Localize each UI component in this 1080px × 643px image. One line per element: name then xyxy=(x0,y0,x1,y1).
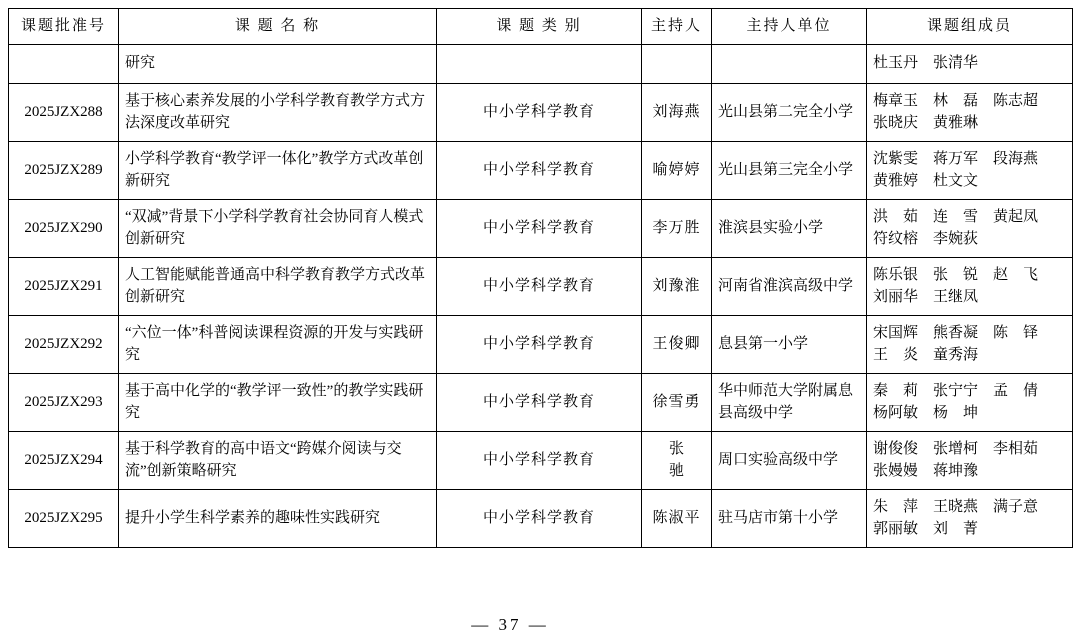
table-row xyxy=(9,141,1073,199)
cell-unit: 光山县第三完全小学 xyxy=(712,141,867,199)
cell-id: 2025JZX289 xyxy=(9,141,119,199)
cell-name: 提升小学生科学素养的趣味性实践研究 xyxy=(119,489,437,547)
table-body xyxy=(9,44,1073,547)
cell-unit: 河南省淮滨高级中学 xyxy=(712,257,867,315)
cell-id: 2025JZX288 xyxy=(9,83,119,141)
cell-members xyxy=(867,431,1073,489)
cell-unit: 华中师范大学附属息县高级中学 xyxy=(712,373,867,431)
cell-host: 王俊卿 xyxy=(642,315,712,373)
table-row xyxy=(9,257,1073,315)
cell-unit xyxy=(712,44,867,83)
column-header-id: 课题批准号 xyxy=(9,9,119,45)
member-line: 刘丽华 王继凤 xyxy=(873,289,979,305)
member-line: 梅章玉 林 磊 陈志超 xyxy=(873,92,1039,109)
cell-members xyxy=(867,257,1073,315)
cell-host: 陈淑平 xyxy=(642,489,712,547)
member-line: 秦 莉 张宁宁 孟 倩 xyxy=(873,382,1039,399)
cell-host: 刘豫淮 xyxy=(642,257,712,315)
cell-host: 张 驰 xyxy=(642,431,712,489)
page-footer xyxy=(0,615,1080,635)
member-line: 杜玉丹 张清华 xyxy=(873,55,979,72)
cell-type xyxy=(437,44,642,83)
cell-id: 2025JZX290 xyxy=(9,199,119,257)
table-row xyxy=(9,431,1073,489)
cell-host: 李万胜 xyxy=(642,199,712,257)
cell-type: 中小学科学教育 xyxy=(437,257,642,315)
page-number: — 37 — xyxy=(471,615,549,634)
member-line: 宋国辉 熊香凝 陈 铎 xyxy=(873,324,1039,341)
cell-unit: 周口实验高级中学 xyxy=(712,431,867,489)
cell-members xyxy=(867,373,1073,431)
cell-id: 2025JZX292 xyxy=(9,315,119,373)
column-header-name: 课 题 名 称 xyxy=(119,9,437,45)
member-line: 王 炎 童秀海 xyxy=(873,347,979,363)
column-header-type: 课 题 类 别 xyxy=(437,9,642,45)
cell-type: 中小学科学教育 xyxy=(437,199,642,257)
cell-id: 2025JZX294 xyxy=(9,431,119,489)
cell-id: 2025JZX295 xyxy=(9,489,119,547)
cell-members xyxy=(867,44,1073,83)
cell-members xyxy=(867,141,1073,199)
cell-name: 基于科学教育的高中语文“跨媒介阅读与交流”创新策略研究 xyxy=(119,431,437,489)
cell-members xyxy=(867,83,1073,141)
cell-type: 中小学科学教育 xyxy=(437,315,642,373)
cell-id: 2025JZX293 xyxy=(9,373,119,431)
table-row xyxy=(9,199,1073,257)
cell-members xyxy=(867,199,1073,257)
cell-host: 刘海燕 xyxy=(642,83,712,141)
member-line: 谢俊俊 张增柯 李相茹 xyxy=(873,440,1039,457)
cell-type: 中小学科学教育 xyxy=(437,431,642,489)
cell-name: 研究 xyxy=(119,44,437,83)
cell-name: “六位一体”科普阅读课程资源的开发与实践研究 xyxy=(119,315,437,373)
member-line: 朱 萍 王晓燕 满子意 xyxy=(873,498,1039,515)
member-line: 张嫚嫚 蒋坤豫 xyxy=(873,463,979,479)
cell-members xyxy=(867,315,1073,373)
table-header xyxy=(9,9,1073,45)
table-header-row xyxy=(9,9,1073,45)
cell-unit: 光山县第二完全小学 xyxy=(712,83,867,141)
member-line: 黄雅婷 杜文文 xyxy=(873,173,979,189)
cell-name: 基于核心素养发展的小学科学教育教学方式方法深度改革研究 xyxy=(119,83,437,141)
cell-host: 徐雪勇 xyxy=(642,373,712,431)
table-row xyxy=(9,44,1073,83)
table-row xyxy=(9,489,1073,547)
member-line: 杨阿敏 杨 坤 xyxy=(873,405,979,421)
cell-unit: 息县第一小学 xyxy=(712,315,867,373)
cell-id: 2025JZX291 xyxy=(9,257,119,315)
cell-type: 中小学科学教育 xyxy=(437,489,642,547)
cell-name: “双减”背景下小学科学教育社会协同育人模式创新研究 xyxy=(119,199,437,257)
cell-type: 中小学科学教育 xyxy=(437,373,642,431)
table-row xyxy=(9,83,1073,141)
project-approval-table xyxy=(8,8,1073,548)
cell-type: 中小学科学教育 xyxy=(437,83,642,141)
cell-name: 人工智能赋能普通高中科学教育教学方式改革创新研究 xyxy=(119,257,437,315)
member-line: 郭丽敏 刘 菁 xyxy=(873,521,979,537)
cell-name: 小学科学教育“教学评一体化”教学方式改革创新研究 xyxy=(119,141,437,199)
cell-type: 中小学科学教育 xyxy=(437,141,642,199)
column-header-host: 主持人 xyxy=(642,9,712,45)
table-row xyxy=(9,373,1073,431)
cell-host: 喻婷婷 xyxy=(642,141,712,199)
column-header-unit: 主持人单位 xyxy=(712,9,867,45)
cell-host xyxy=(642,44,712,83)
member-line: 沈紫雯 蒋万军 段海燕 xyxy=(873,150,1039,167)
table-row xyxy=(9,315,1073,373)
cell-members xyxy=(867,489,1073,547)
member-line: 陈乐银 张 锐 赵 飞 xyxy=(873,266,1039,283)
member-line: 张晓庆 黄雅琳 xyxy=(873,115,979,131)
cell-unit: 驻马店市第十小学 xyxy=(712,489,867,547)
cell-id xyxy=(9,44,119,83)
column-header-members: 课题组成员 xyxy=(867,9,1073,45)
cell-name: 基于高中化学的“教学评一致性”的教学实践研究 xyxy=(119,373,437,431)
member-line: 洪 茹 连 雪 黄起凤 xyxy=(873,208,1039,225)
member-line: 符纹榕 李婉荻 xyxy=(873,231,979,247)
cell-unit: 淮滨县实验小学 xyxy=(712,199,867,257)
